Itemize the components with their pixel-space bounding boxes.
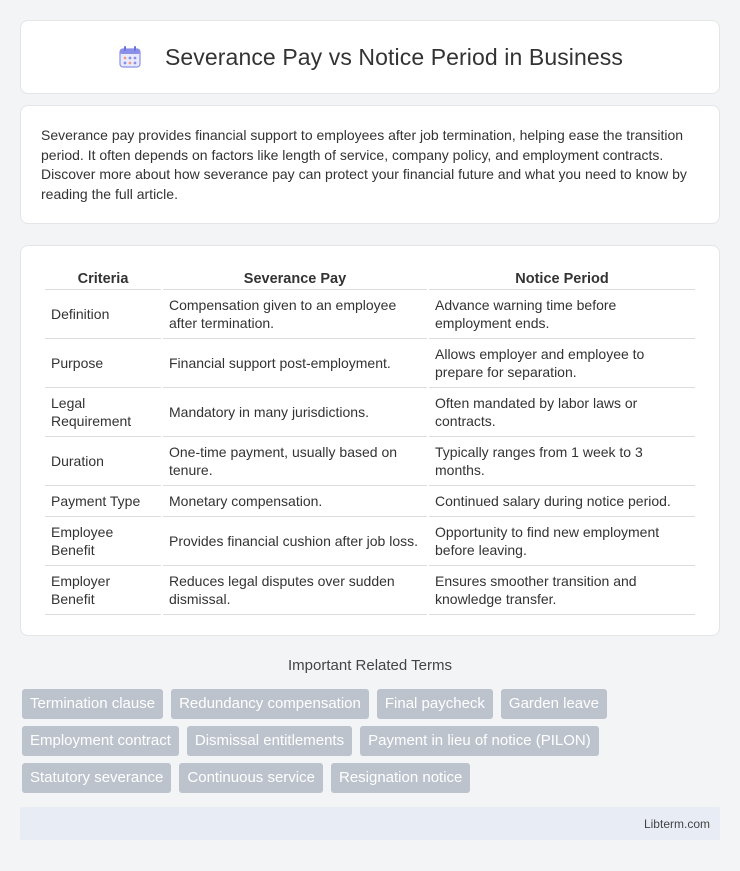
table-cell: Often mandated by labor laws or contracts.	[429, 388, 695, 437]
related-term-tag[interactable]: Statutory severance	[22, 763, 171, 793]
related-term-tag[interactable]: Redundancy compensation	[171, 689, 369, 719]
related-term-tag[interactable]: Continuous service	[179, 763, 323, 793]
related-term-tag[interactable]: Employment contract	[22, 726, 179, 756]
related-term-tag[interactable]: Termination clause	[22, 689, 163, 719]
table-cell: Monetary compensation.	[163, 486, 427, 517]
calendar-icon	[117, 44, 143, 70]
table-cell: Payment Type	[45, 486, 161, 517]
table-cell: Employee Benefit	[45, 517, 161, 566]
table-cell: Duration	[45, 437, 161, 486]
table-cell: Compensation given to an employee after termination.	[163, 290, 427, 339]
header-card	[20, 20, 720, 94]
intro-text: Severance pay provides financial support to employees after job termination, helping ease the transition period. It often depends on factors like length of service, company policy, and employment contracts. Discover more about how severance pay can protect your financial future and what you need to know by reading the full article.	[41, 127, 687, 202]
table-cell: Employer Benefit	[45, 566, 161, 615]
table-cell: Legal Requirement	[45, 388, 161, 437]
table-cell: Financial support post-employment.	[163, 339, 427, 388]
table-row	[45, 290, 695, 339]
footer-site-link[interactable]: Libterm.com	[643, 816, 710, 831]
comparison-table-card	[20, 245, 720, 636]
table-row	[45, 388, 695, 437]
table-row	[45, 437, 695, 486]
table-cell: Ensures smoother transition and knowledge transfer.	[429, 566, 695, 615]
table-cell: Advance warning time before employment ends.	[429, 290, 695, 339]
related-term-tag[interactable]: Garden leave	[501, 689, 607, 719]
table-header-row	[45, 266, 695, 290]
table-row	[45, 566, 695, 615]
table-row	[45, 517, 695, 566]
table-cell: Mandatory in many jurisdictions.	[163, 388, 427, 437]
table-cell: Opportunity to find new employment before leaving.	[429, 517, 695, 566]
related-term-tag[interactable]: Resignation notice	[331, 763, 470, 793]
table-cell: Continued salary during notice period.	[429, 486, 695, 517]
related-term-tag[interactable]: Payment in lieu of notice (PILON)	[360, 726, 599, 756]
table-cell: Typically ranges from 1 week to 3 months.	[429, 437, 695, 486]
comparison-table	[43, 266, 697, 615]
table-cell: Allows employer and employee to prepare for separation.	[429, 339, 695, 388]
table-row	[45, 339, 695, 388]
related-terms-list	[22, 689, 722, 793]
table-cell: Definition	[45, 290, 161, 339]
related-term-tag[interactable]: Final paycheck	[377, 689, 493, 719]
table-cell: Reduces legal disputes over sudden dismissal.	[163, 566, 427, 615]
footer	[20, 807, 720, 840]
intro-card	[20, 105, 720, 224]
related-term-tag[interactable]: Dismissal entitlements	[187, 726, 352, 756]
column-header-criteria: Criteria	[45, 266, 161, 290]
column-header-notice-period: Notice Period	[429, 266, 695, 290]
table-cell: Purpose	[45, 339, 161, 388]
related-terms-title: Important Related Terms	[288, 657, 452, 674]
column-header-severance-pay: Severance Pay	[163, 266, 427, 290]
table-cell: Provides financial cushion after job loss.	[163, 517, 427, 566]
table-row	[45, 486, 695, 517]
table-cell: One-time payment, usually based on tenure.	[163, 437, 427, 486]
page-title: Severance Pay vs Notice Period in Business	[164, 43, 624, 70]
